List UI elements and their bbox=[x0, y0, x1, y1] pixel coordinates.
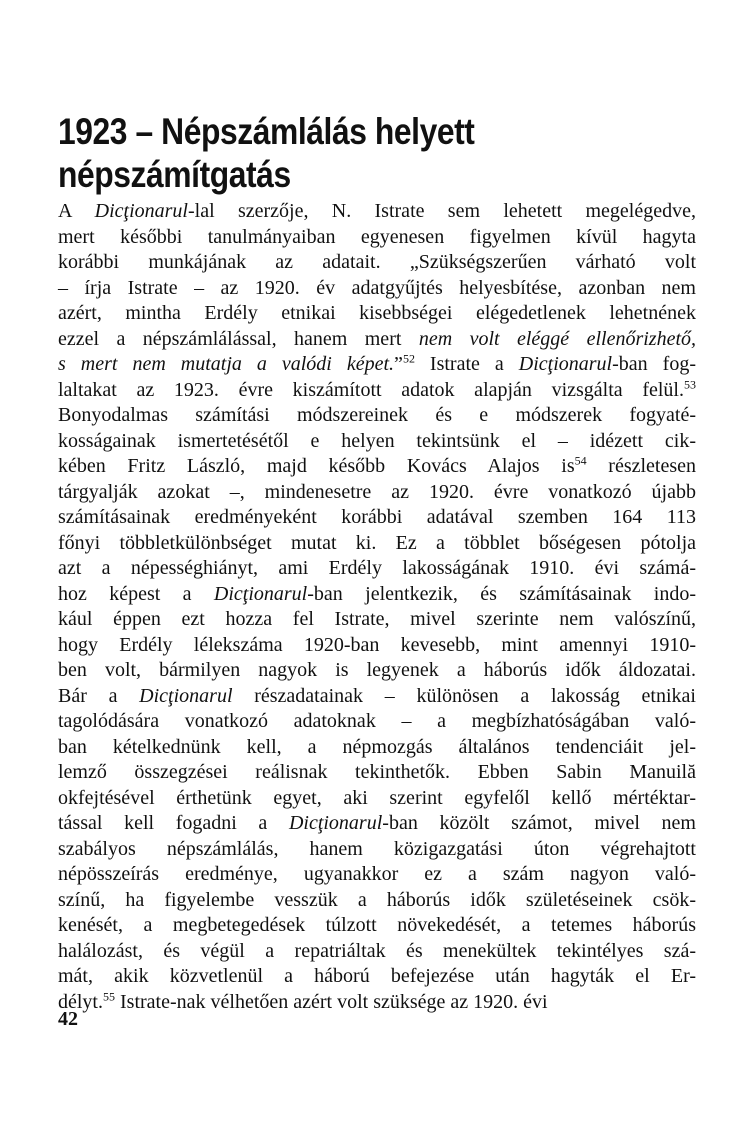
text-segment: tárgyalják azokat –, mindenesetre az 1920. évre vonatkozó újabb bbox=[58, 480, 696, 503]
text-segment: szabályos népszámlálás, hanem közigazgatási úton végrehajtott bbox=[58, 837, 696, 860]
text-line bbox=[58, 913, 696, 939]
text-line bbox=[58, 301, 696, 327]
footnote-marker: 55 bbox=[103, 988, 115, 1003]
italic-text: Dicţionarul bbox=[288, 812, 383, 834]
text-segment: hoz képest a bbox=[58, 582, 214, 605]
text-line bbox=[58, 556, 696, 582]
footnote-marker: 53 bbox=[684, 376, 696, 391]
text-line bbox=[58, 531, 696, 557]
body-paragraph bbox=[58, 199, 696, 1015]
italic-text: Dicţionarul bbox=[213, 582, 308, 605]
text-line bbox=[58, 403, 696, 429]
text-segment: kenését, a megbetegedések túlzott növekedését, a tetemes háborús bbox=[58, 914, 696, 936]
italic-text: s mert nem mutatja a valódi képet. bbox=[58, 353, 395, 375]
text-line bbox=[58, 760, 696, 786]
text-line bbox=[58, 327, 696, 353]
text-line bbox=[58, 888, 696, 914]
text-line bbox=[58, 811, 696, 837]
text-segment: ben volt, bármilyen nagyok is legyenek a háborús idők áldozatai. bbox=[58, 659, 696, 681]
text-line bbox=[58, 582, 696, 608]
text-line bbox=[58, 964, 696, 990]
text-line bbox=[58, 607, 696, 633]
text-line bbox=[58, 225, 696, 251]
text-line bbox=[58, 454, 696, 480]
text-line bbox=[58, 276, 696, 302]
text-segment: tással kell fogadni a bbox=[58, 812, 289, 834]
text-segment: tagolódására vonatkozó adatoknak – a megbízhatóságában való- bbox=[58, 710, 696, 732]
text-line bbox=[58, 658, 696, 684]
text-line bbox=[58, 250, 696, 276]
text-line bbox=[58, 684, 696, 710]
text-segment: népösszeírás eredménye, ugyanakkor ez a szám nagyon való- bbox=[58, 863, 696, 885]
italic-text: Dicţionarul bbox=[139, 684, 233, 707]
text-segment: halálozást, és végül a repatriáltak és menekültek tekintélyes szá- bbox=[58, 939, 696, 962]
text-line bbox=[58, 939, 696, 965]
text-line bbox=[58, 505, 696, 531]
text-segment: részadatainak – különösen a lakosság etnikai bbox=[232, 684, 696, 707]
text-segment: -ban közölt számot, mivel nem bbox=[382, 812, 696, 834]
chapter-title-line-2: népszámítgatás bbox=[58, 154, 291, 195]
text-line bbox=[58, 199, 696, 225]
page-number: 42 bbox=[58, 1008, 78, 1030]
text-segment: részletesen bbox=[586, 455, 697, 477]
text-segment: mert későbbi tanulmányaiban egyenesen figyelmen kívül hagyta bbox=[58, 225, 696, 248]
text-segment: Bonyodalmas számítási módszereinek és e módszerek fogyaté- bbox=[58, 404, 696, 426]
italic-text: Dicţionarul bbox=[94, 200, 188, 222]
text-line bbox=[58, 429, 696, 455]
text-segment: korábbi munkájának az adatait. „Szükségszerűen várható volt bbox=[58, 251, 696, 273]
text-segment: – írja Istrate – az 1920. év adatgyűjtés helyesbítése, azonban nem bbox=[58, 276, 696, 299]
text-segment: ezzel a népszámlálással, hanem mert bbox=[58, 327, 419, 350]
text-segment: kául éppen ezt hozza fel Istrate, mivel szerinte nem valószínű, bbox=[58, 608, 696, 630]
text-segment: Istrate-nak vélhetően azért volt szüksége az 1920. évi bbox=[115, 990, 548, 1013]
text-line bbox=[58, 862, 696, 888]
text-segment: azért, mintha Erdély etnikai kisebbségei elégedetlenek lehetnének bbox=[58, 302, 696, 324]
text-segment: ban kételkednünk kell, a népmozgás általános tendenciáit jel- bbox=[58, 735, 696, 758]
text-line bbox=[58, 633, 696, 659]
text-segment: kosságainak ismertetésétől e helyen tekintsünk el – idézett cik- bbox=[58, 429, 696, 452]
chapter-title bbox=[58, 110, 626, 196]
text-segment: számításainak eredményeként korábbi adatával szemben 164 113 bbox=[58, 506, 696, 528]
text-line bbox=[58, 837, 696, 863]
text-line bbox=[58, 480, 696, 506]
italic-text: Dicţionarul bbox=[518, 353, 613, 375]
text-segment: Bár a bbox=[58, 684, 140, 707]
text-segment: kében Fritz László, majd később Kovács Alajos is bbox=[58, 455, 575, 477]
text-line bbox=[58, 786, 696, 812]
text-segment: laltakat az 1923. évre kiszámított adatok alapján vizsgálta felül. bbox=[58, 378, 684, 401]
text-segment: okfejtésével érthetünk egyet, aki szerint egyfelől kellő mértéktar- bbox=[58, 786, 696, 809]
chapter-title-line-1: 1923 – Népszámlálás helyett bbox=[58, 111, 475, 152]
text-segment: délyt. bbox=[58, 990, 103, 1013]
text-segment: főnyi többletkülönbséget mutat ki. Ez a többlet bőségesen pótolja bbox=[58, 531, 696, 554]
footnote-marker: 54 bbox=[574, 453, 587, 468]
text-segment: -ban jelentkezik, és számításainak indo- bbox=[307, 582, 696, 605]
text-segment: színű, ha figyelembe vesszük a háborús idők születéseinek csök- bbox=[58, 888, 696, 911]
text-segment: azt a népességhiányt, ami Erdély lakosságának 1910. évi számá- bbox=[58, 557, 696, 579]
text-line bbox=[58, 709, 696, 735]
footnote-marker: 52 bbox=[402, 351, 415, 366]
text-line bbox=[58, 990, 696, 1016]
italic-text: nem volt eléggé ellenőrizhető, bbox=[418, 327, 696, 350]
text-line bbox=[58, 378, 696, 404]
text-segment: A bbox=[58, 200, 95, 222]
text-segment: lemző összegzései reálisnak tekinthetők. Ebben Sabin Manuilă bbox=[58, 761, 696, 783]
text-segment: ” bbox=[394, 353, 403, 375]
text-line bbox=[58, 735, 696, 761]
text-segment: mát, akik közvetlenül a háború befejezése után hagyták el Er- bbox=[58, 965, 696, 987]
text-segment: hogy Erdély lélekszáma 1920-ban kevesebb, mint amennyi 1910- bbox=[58, 633, 696, 656]
text-segment: -lal szerzője, N. Istrate sem lehetett megelégedve, bbox=[188, 200, 696, 222]
text-segment: -ban fog- bbox=[612, 353, 696, 375]
text-line bbox=[58, 352, 696, 378]
text-segment: Istrate a bbox=[414, 353, 519, 375]
